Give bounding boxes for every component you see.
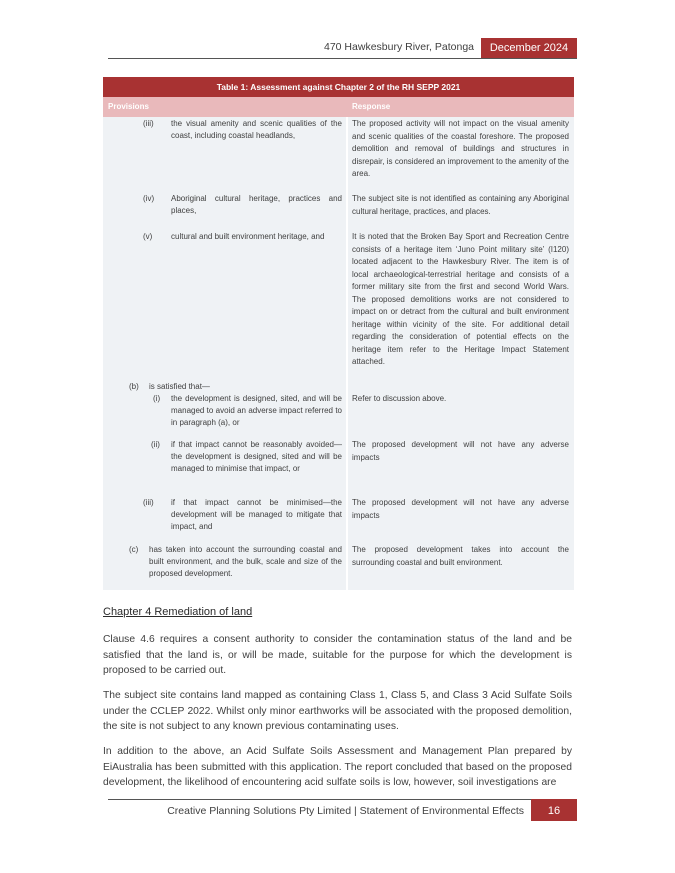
provision-label: (iv): [143, 194, 155, 203]
provision-text: is satisfied that—: [149, 382, 210, 391]
provision-label: (iii): [143, 498, 154, 507]
body-paragraph: In addition to the above, an Acid Sulfate Soils Assessment and Management Plan prepared by EiAustralia has been submitted with this application. The report concluded that based on the proposed development, the likelihood of encountering acid sulfate soils is low, however, soil investigations are: [103, 746, 572, 789]
provision-text: cultural and built environment heritage, and: [171, 232, 325, 241]
column-divider: [346, 117, 348, 590]
body-paragraph: Clause 4.6 requires a consent authority to consider the contamination status of the land and be satisfied that the land is, or will be made, suitable for the purpose for which the development is proposed to be carried out.: [103, 634, 572, 677]
provision-label: (v): [143, 232, 153, 241]
provision-text: the development is designed, sited, and will be managed to avoid an adverse impact referred to in paragraph (a), or: [171, 394, 342, 428]
table-row-response: The proposed activity will not impact on the visual amenity and scenic qualities of the coastal foreshore. The proposed demolition and removal of buildings and structures in disrepair, is considered an improvement to the amenity of the area.: [352, 119, 569, 178]
provision-label: (b): [129, 382, 139, 391]
provision-label: (iii): [143, 119, 154, 128]
page-header: [108, 38, 577, 58]
page-footer: [108, 799, 577, 821]
provision-label: (ii): [151, 440, 160, 449]
table-row-response: The subject site is not identified as containing any Aboriginal cultural heritage, practices, and places.: [352, 194, 569, 216]
assessment-table: [103, 77, 574, 590]
provisions-column-header: Provisions: [108, 102, 149, 111]
footer-rule: [108, 799, 577, 800]
table-row-response: It is noted that the Broken Bay Sport and Recreation Centre consists of a heritage item ‘Juno Point military site’ (I120) located adjacent to the Hawkesbury River. The item is of local archaeological-terrestrial heritage and consists of a former military site from the first and second World Wars. The proposed demolitions works are not considered to impact on or detract from the cultural and built environment heritage within vicinity of the site. For additional detail regarding the consideration of potential effects on the heritage item refer to the Heritage Impact Statement attached.: [352, 232, 569, 366]
header-rule: [108, 58, 577, 59]
provision-text: the visual amenity and scenic qualities of the coast, including coastal headlands,: [171, 119, 342, 141]
response-column-header: Response: [352, 102, 391, 111]
footer-text: Creative Planning Solutions Pty Limited | Statement of Environmental Effects: [167, 805, 524, 817]
provision-text: if that impact cannot be minimised—the development will be managed to mitigate that impact, and: [171, 498, 342, 532]
provision-text: if that impact cannot be reasonably avoided—the development is designed, sited and will be managed to minimise that impact, or: [171, 440, 342, 474]
provision-text: has taken into account the surrounding coastal and built environment, and the bulk, scale and size of the proposed development.: [149, 545, 342, 579]
page-number-badge: 16: [531, 799, 577, 821]
section-heading: Chapter 4 Remediation of land: [103, 606, 253, 618]
table-row-response: Refer to discussion above.: [352, 394, 447, 403]
body-paragraph: The subject site contains land mapped as containing Class 1, Class 5, and Class 3 Acid Sulfate Soils under the CCLEP 2022. Whilst only minor earthworks will be associated with the proposed demolition, the site is not subject to any known previous contaminating uses.: [103, 690, 572, 733]
table-row-response: The proposed development will not have any adverse impacts: [352, 440, 569, 462]
header-date-badge: December 2024: [481, 38, 577, 58]
table-title: Table 1: Assessment against Chapter 2 of the RH SEPP 2021: [103, 77, 574, 97]
header-address: 470 Hawkesbury River, Patonga: [324, 41, 474, 53]
provision-text: Aboriginal cultural heritage, practices and places,: [171, 194, 342, 216]
provision-label: (c): [129, 545, 139, 554]
table-header-row: [103, 97, 574, 117]
table-row-response: The proposed development takes into account the surrounding coastal and built environment.: [352, 545, 569, 567]
table-row-response: The proposed development will not have any adverse impacts: [352, 498, 569, 520]
provision-label: (i): [153, 394, 161, 403]
